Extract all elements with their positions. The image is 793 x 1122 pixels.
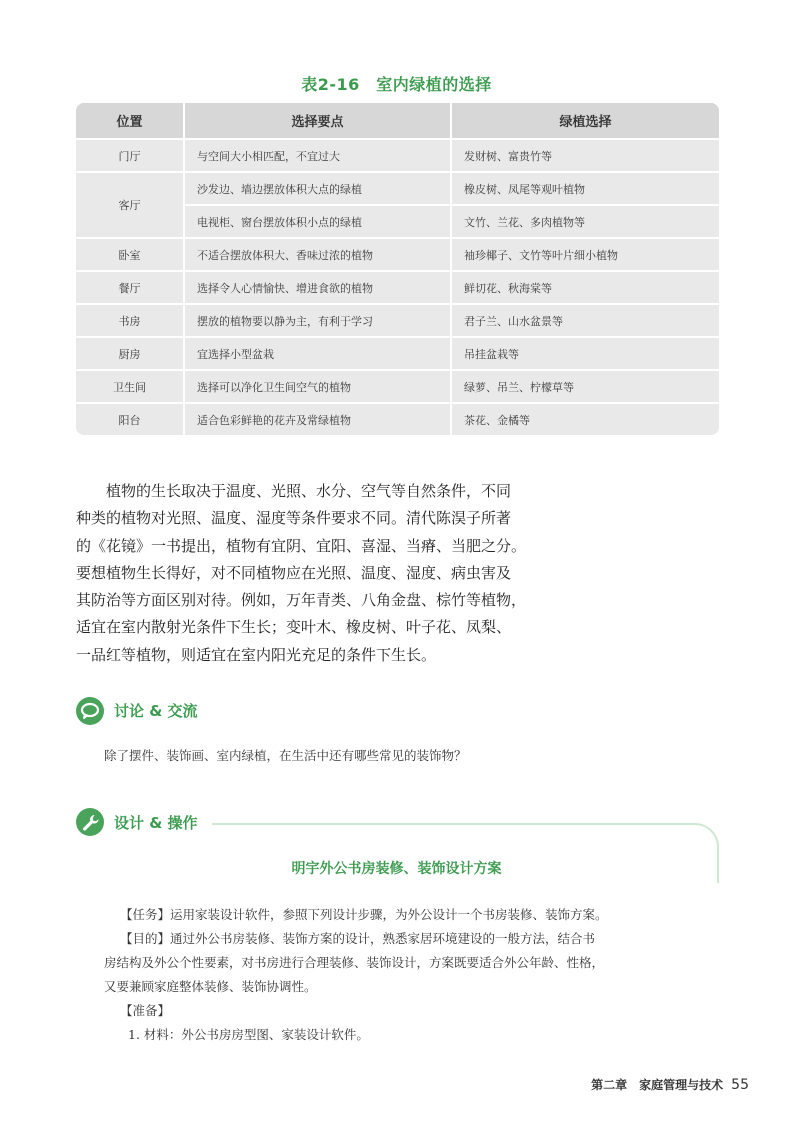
table-row — [76, 238, 719, 271]
row-location: 客厅 — [76, 172, 184, 238]
table-row — [76, 370, 719, 403]
header-plant-choice: 绿植选择 — [451, 103, 719, 139]
table-header-row — [76, 103, 719, 139]
row-plant: 君子兰、山水盆景等 — [451, 304, 719, 337]
page-number: 55 — [731, 1077, 749, 1093]
speech-bubble-icon — [76, 697, 104, 725]
plan-purpose-cont: 又要兼顾家庭整体装修、装饰协调性。 — [104, 979, 317, 994]
plant-selection-table — [76, 103, 719, 435]
row-key-point: 与空间大小相匹配，不宜过大 — [184, 139, 451, 172]
paragraph-line: 的《花镜》一书提出，植物有宜阴、宜阳、喜湿、当瘠、当肥之分。 — [76, 536, 527, 555]
table-row — [76, 139, 719, 172]
discussion-title: 讨论 & 交流 — [114, 702, 198, 720]
row-location: 餐厅 — [76, 271, 184, 304]
table-row — [76, 172, 719, 205]
chapter-label: 第二章 家庭管理与技术 — [591, 1078, 724, 1092]
row-plant: 文竹、兰花、多肉植物等 — [451, 205, 719, 238]
plan-body — [104, 903, 704, 1047]
header-location: 位置 — [76, 103, 184, 139]
paragraph-line: 植物的生长取决于温度、光照、水分、空气等自然条件，不同 — [76, 482, 512, 500]
table-row — [76, 304, 719, 337]
row-key-point: 适合色彩鲜艳的花卉及常绿植物 — [184, 403, 451, 435]
row-plant: 鲜切花、秋海棠等 — [451, 271, 719, 304]
table-row — [76, 271, 719, 304]
plan-preparation: 【准备】 — [120, 1003, 171, 1018]
row-key-point: 电视柜、窗台摆放体积小点的绿植 — [184, 205, 451, 238]
row-key-point: 选择令人心情愉快、增进食欲的植物 — [184, 271, 451, 304]
wrench-icon — [76, 808, 104, 836]
row-key-point: 宜选择小型盆栽 — [184, 337, 451, 370]
row-plant: 绿萝、吊兰、柠檬草等 — [451, 370, 719, 403]
plan-task: 【任务】运用家装设计软件，参照下列设计步骤，为外公设计一个书房装修、装饰方案。 — [120, 907, 608, 922]
row-plant: 发财树、富贵竹等 — [451, 139, 719, 172]
row-location: 厨房 — [76, 337, 184, 370]
row-location: 门厅 — [76, 139, 184, 172]
discussion-question: 除了摆件、装饰画、室内绿植，在生活中还有哪些常见的装饰物？ — [104, 748, 467, 763]
plan-purpose-cont: 房结构及外公个性要素，对书房进行合理装修、装饰设计，方案既要适合外公年龄、性格， — [104, 955, 605, 970]
plan-title: 明宇外公书房装修、装饰设计方案 — [291, 861, 502, 877]
header-key-points: 选择要点 — [184, 103, 451, 139]
plan-purpose: 【目的】通过外公书房装修、装饰方案的设计，熟悉家居环境建设的一般方法，结合书 — [120, 931, 596, 946]
paragraph-line: 要想植物生长得好，对不同植物应在光照、温度、湿度、病虫害及 — [76, 563, 512, 582]
body-paragraph — [76, 478, 558, 669]
row-location: 书房 — [76, 304, 184, 337]
row-key-point: 不适合摆放体积大、香味过浓的植物 — [184, 238, 451, 271]
table-title: 表2-16 室内绿植的选择 — [301, 75, 492, 94]
row-key-point: 摆放的植物要以静为主，有利于学习 — [184, 304, 451, 337]
row-plant: 吊挂盆栽等 — [451, 337, 719, 370]
row-location: 阳台 — [76, 403, 184, 435]
page-footer — [591, 1076, 749, 1093]
plan-materials: 1. 材料：外公书房房型图、家装设计软件。 — [128, 1027, 369, 1042]
row-plant: 茶花、金橘等 — [451, 403, 719, 435]
row-key-point: 选择可以净化卫生间空气的植物 — [184, 370, 451, 403]
paragraph-line: 一品红等植物，则适宜在室内阳光充足的条件下生长。 — [76, 645, 437, 664]
table-row — [76, 337, 719, 370]
paragraph-line: 种类的植物对光照、温度、湿度等条件要求不同。清代陈淏子所著 — [76, 509, 512, 528]
row-plant: 橡皮树、凤尾等观叶植物 — [451, 172, 719, 205]
table-row — [76, 403, 719, 435]
row-key-point: 沙发边、墙边摆放体积大点的绿植 — [184, 172, 451, 205]
row-location: 卫生间 — [76, 370, 184, 403]
paragraph-line: 其防治等方面区别对待。例如，万年青类、八角金盘、棕竹等植物， — [76, 591, 527, 610]
paragraph-line: 适宜在室内散射光条件下生长；变叶木、橡皮树、叶子花、凤梨、 — [76, 618, 512, 637]
design-section-title: 设计 & 操作 — [114, 814, 198, 832]
row-plant: 袖珍椰子、文竹等叶片细小植物 — [451, 238, 719, 271]
row-location: 卧室 — [76, 238, 184, 271]
